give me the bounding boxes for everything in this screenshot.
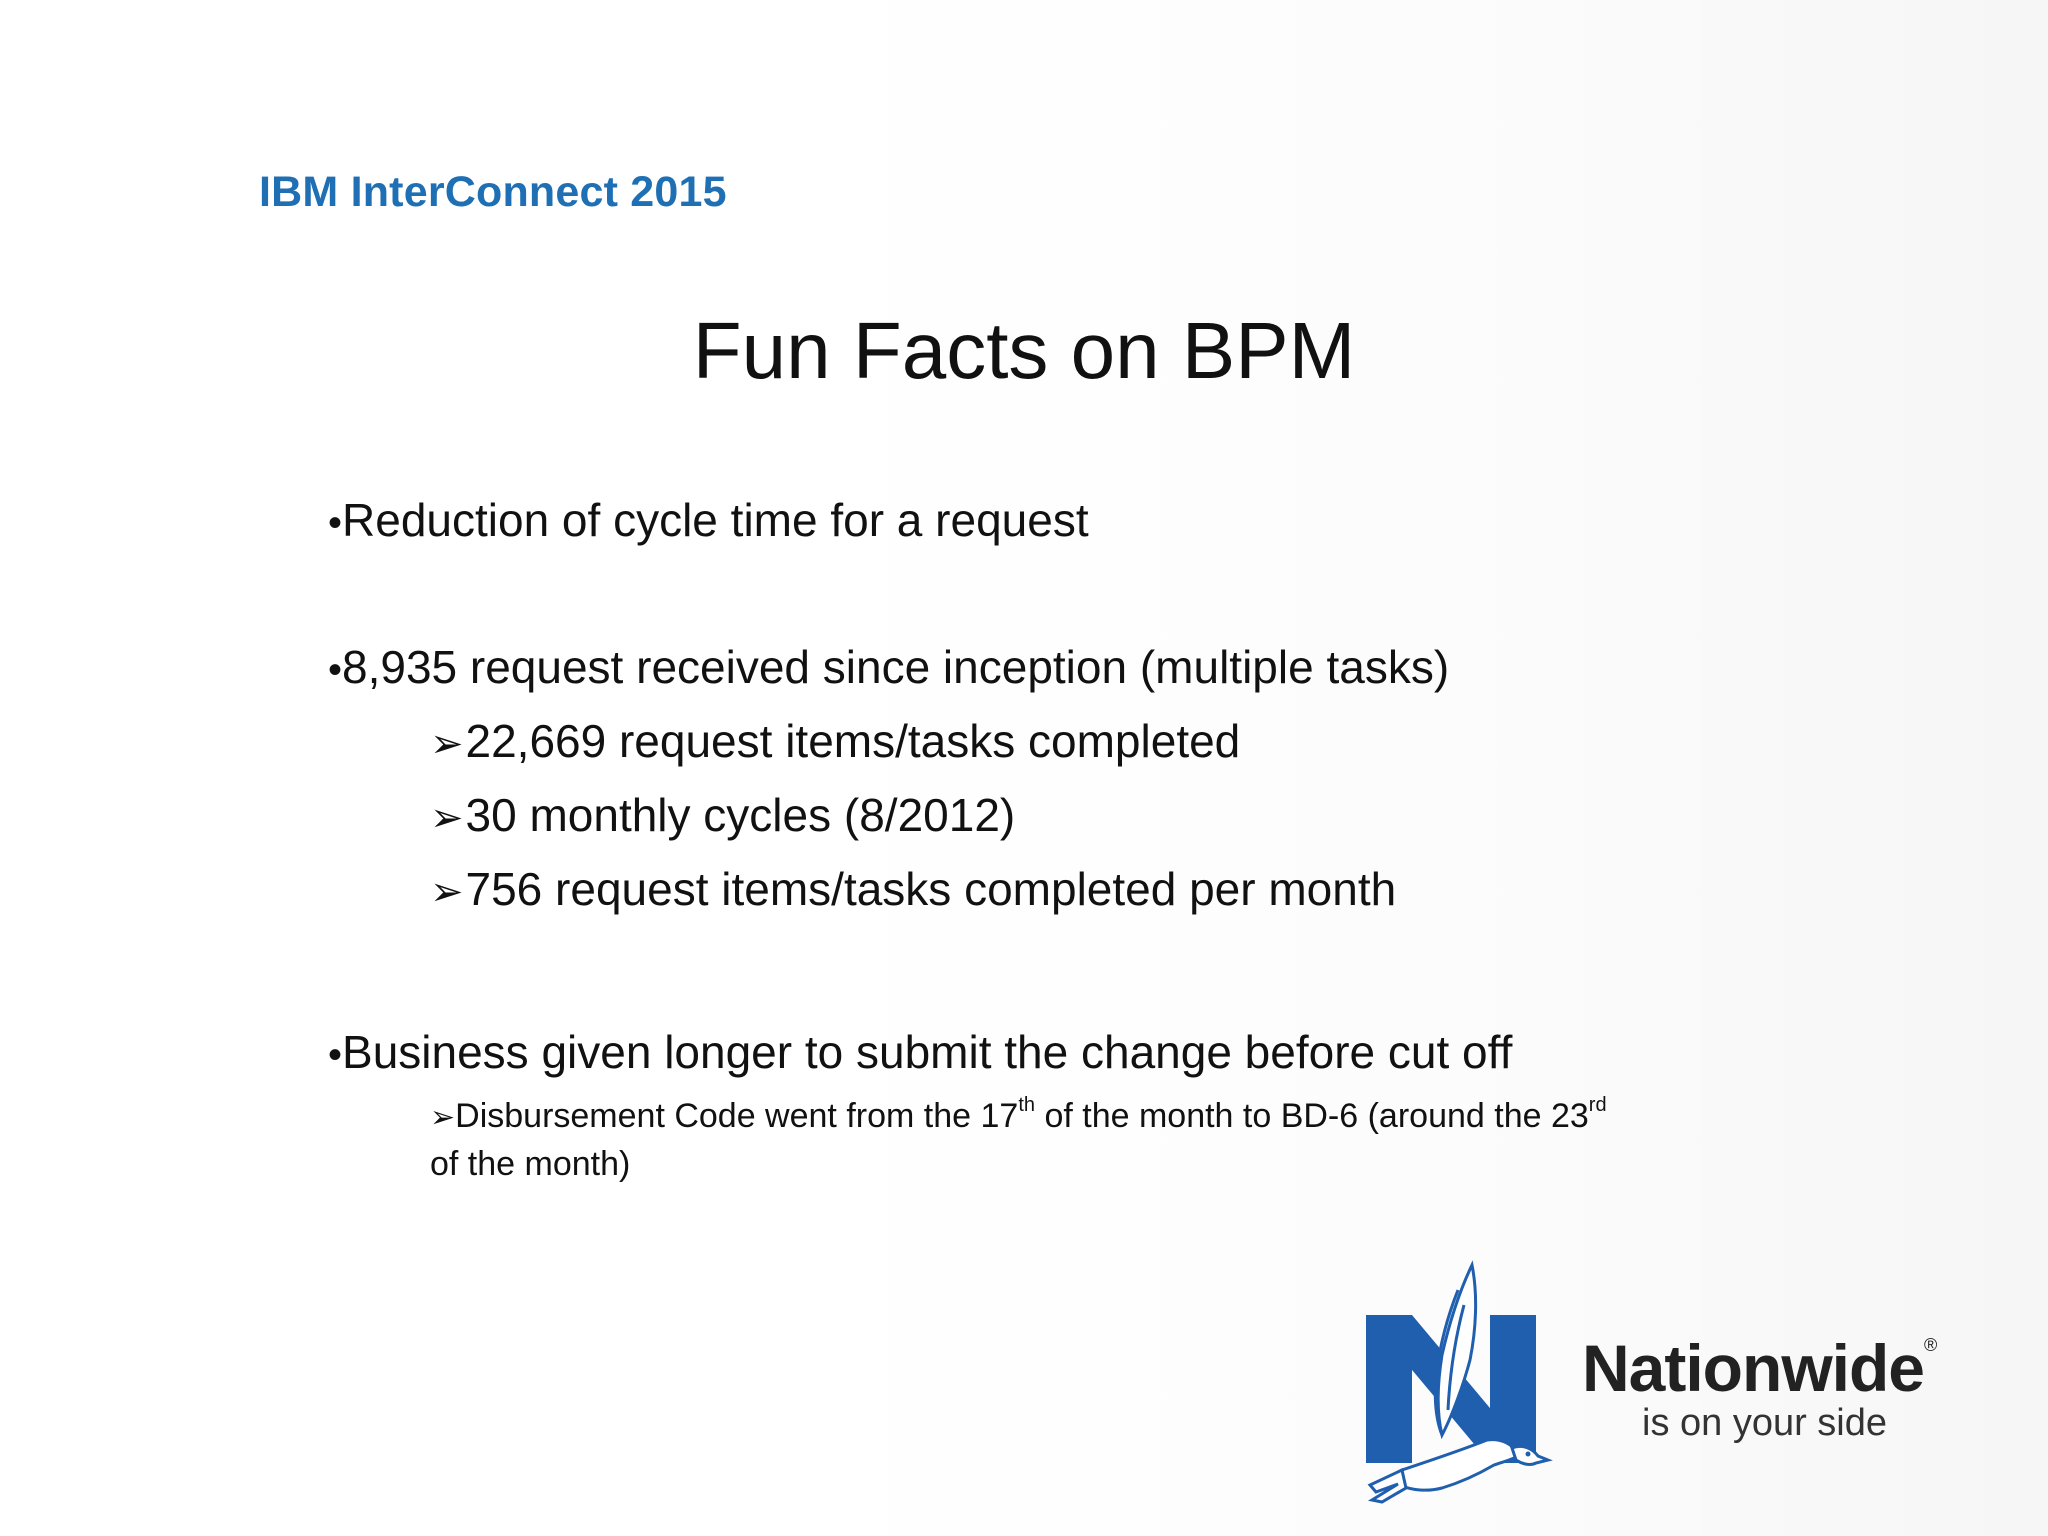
detail-superscript-th: th bbox=[1018, 1094, 1035, 1116]
sub-bullet-item bbox=[430, 788, 1015, 842]
nationwide-wordmark bbox=[1582, 1333, 2002, 1443]
brand-name-text: Nationwide bbox=[1582, 1331, 1925, 1405]
arrow-bullet-icon: ➢ bbox=[430, 1101, 456, 1134]
bullet-glyph: • bbox=[328, 648, 343, 692]
bullet-item bbox=[328, 640, 1449, 694]
bullet-text: 8,935 request received since inception (multiple tasks) bbox=[342, 641, 1450, 693]
detail-text-part2: of the month to BD-6 (around the 23 bbox=[1035, 1097, 1589, 1135]
sub-bullet-item bbox=[430, 862, 1396, 916]
sub-bullet-text: 756 request items/tasks completed per month bbox=[465, 863, 1397, 915]
sub-bullet-text: 22,669 request items/tasks completed bbox=[465, 715, 1241, 767]
slide-title: Fun Facts on BPM bbox=[692, 306, 1356, 395]
arrow-bullet-icon: ➢ bbox=[430, 722, 464, 766]
arrow-bullet-icon: ➢ bbox=[430, 796, 464, 840]
bullet-item bbox=[328, 1025, 1512, 1079]
sub-bullet-text: 30 monthly cycles (8/2012) bbox=[465, 789, 1016, 841]
arrow-bullet-icon: ➢ bbox=[430, 870, 464, 914]
bullet-glyph: • bbox=[328, 501, 343, 545]
detail-text-part1: Disbursement Code went from the 17 bbox=[455, 1097, 1019, 1135]
bullet-text: Reduction of cycle time for a request bbox=[342, 494, 1089, 546]
brand-tagline: is on your side bbox=[1642, 1402, 1888, 1444]
registered-mark: ® bbox=[1924, 1335, 1937, 1355]
bullet-item bbox=[328, 493, 1089, 547]
bullet-text: Business given longer to submit the change before cut off bbox=[342, 1026, 1513, 1078]
detail-note bbox=[430, 1093, 1790, 1188]
bullet-glyph: • bbox=[328, 1033, 343, 1077]
detail-superscript-rd: rd bbox=[1588, 1094, 1607, 1116]
detail-text-part3: of the month) bbox=[430, 1145, 631, 1183]
event-header: IBM InterConnect 2015 bbox=[259, 168, 727, 216]
sub-bullet-item bbox=[430, 714, 1240, 768]
brand-name bbox=[1582, 1333, 2002, 1403]
